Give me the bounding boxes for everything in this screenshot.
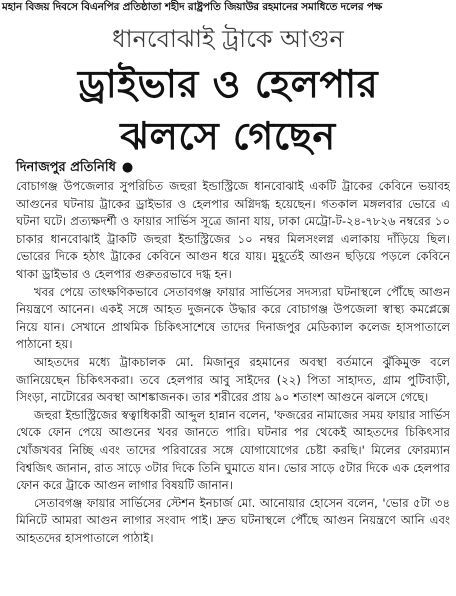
paragraph-1: বোচাগঞ্জ উপজেলার সুপরিচিত জহুরা ইন্ডাস্ট্রিজে ধানবোঝাই একটি ট্রাকের কেবিনে ভয়াবহ আগুনের ঘটনায় ট্রাকের ড্রাইভার ও হেলপার অগ্নিদগ্ধ হয়েছেন। গতকাল মঙ্গলবার ভোরে এ ঘটনা ঘটে। প্রত্যক্ষদর্শী ও ফায়ার সার্ভিস সূত্রে জানা যায়, ঢাকা মেট্রো-ট-২৪-৭৮২৬ নম্বরের ১০ চাকার ধানবোঝাই ট্রাকটি জহুরা ইন্ডাস্ট্রিজের ১০ নম্বর মিলসংলগ্ন এলাকায় দাঁড়িয়ে ছিল। ভোরের দিকে হঠাৎ ট্রাকের কেবিনে আগুন ধরে যায়। মুহূর্তেই আগুন ছড়িয়ে পড়লে কেবিনে থাকা ড্রাইভার ও হেলপার গুরুতরভাবে দগ্ধ হন। (16, 179, 450, 281)
paragraph-5: সেতাবগঞ্জ ফায়ার সার্ভিসের স্টেশন ইনচার্জ মো. আনোয়ার হোসেন বলেন, 'ভোর ৫টা ৩৪ মিনিটে আমরা আগুন লাগার সংবাদ পাই। দ্রুত ঘটনাস্থলে পৌঁছে আগুন নিয়ন্ত্রণে আনি এবং আহতদের হাসপাতালে পাঠাই। (16, 495, 450, 545)
paragraph-4: জহুরা ইন্ডাস্ট্রিজের স্বত্বাধিকারী আব্দুল হান্নান বলেন, 'ফজরের নামাজের সময় ফায়ার সার্ভিস থেকে ফোন পেয়ে আগুনের খবর জানতে পারি। ঘটনার পর থেকেই আহতদের চিকিৎসার খোঁজখবর নিচ্ছি এবং তাদের পরিবারের সঙ্গে যোগাযোগের চেষ্টা করছি।' মিলের ফোরম্যান বিশ্বজিৎ জানান, রাত সাড়ে ৩টার দিকে তিনি ঘুমাতে যান। ভোর সাড়ে ৫টার দিকে এক হেলপার ফোন করে ট্রাকে আগুন লাগার বিষয়টি জানান। (16, 407, 450, 493)
article-body (16, 178, 450, 590)
headline-line-2: ঝলসে গেছেন (120, 114, 336, 158)
top-headline-strip: মহান বিজয় দিবসে বিএনপির প্রতিষ্ঠাতা শহীদ রাষ্ট্রপতি জিয়াউর রহমানের সমাধিতে দলের পক্ষ (2, 1, 383, 13)
article-kicker: ধানবোঝাই ট্রাকে আগুন (112, 25, 344, 53)
paragraph-3: আহতদের মধ্যে ট্রাকচালক মো. মিজানুর রহমানের অবস্থা বর্তমানে ঝুঁকিমুক্ত বলে জানিয়েছেন চিকিৎসকরা। তবে হেলপার আবু সাইদের (২২) পিতা সাহাদত, গ্রাম পুটিবাড়ী, সিংড়া, নাটোরের অবস্থা আশঙ্কাজনক। তার শরীরের প্রায় ৯০ শতাংশ আগুনে ঝলসে গেছে। (16, 354, 450, 405)
bullet-icon: ● (121, 160, 134, 175)
byline-text: দিনাজপুর প্রতিনিধি (16, 160, 116, 175)
headline-line-1: ড্রাইভার ও হেলপার (77, 62, 379, 106)
byline (16, 158, 133, 178)
paragraph-2: খবর পেয়ে তাৎক্ষণিকভাবে সেতাবগঞ্জ ফায়ার সার্ভিসের সদস্যরা ঘটনাস্থলে পৌঁছে আগুন নিয়ন্ত্রণে আনেন। একই সঙ্গে আহত দুজনকে উদ্ধার করে বোচাগঞ্জ উপজেলা স্বাস্থ্য কমপ্লেক্সে নিয়ে যান। সেখানে প্রাথমিক চিকিৎসাশেষে তাদের দিনাজপুর মেডিক্যাল কলেজ হাসপাতালে পাঠানো হয়। (16, 284, 450, 352)
